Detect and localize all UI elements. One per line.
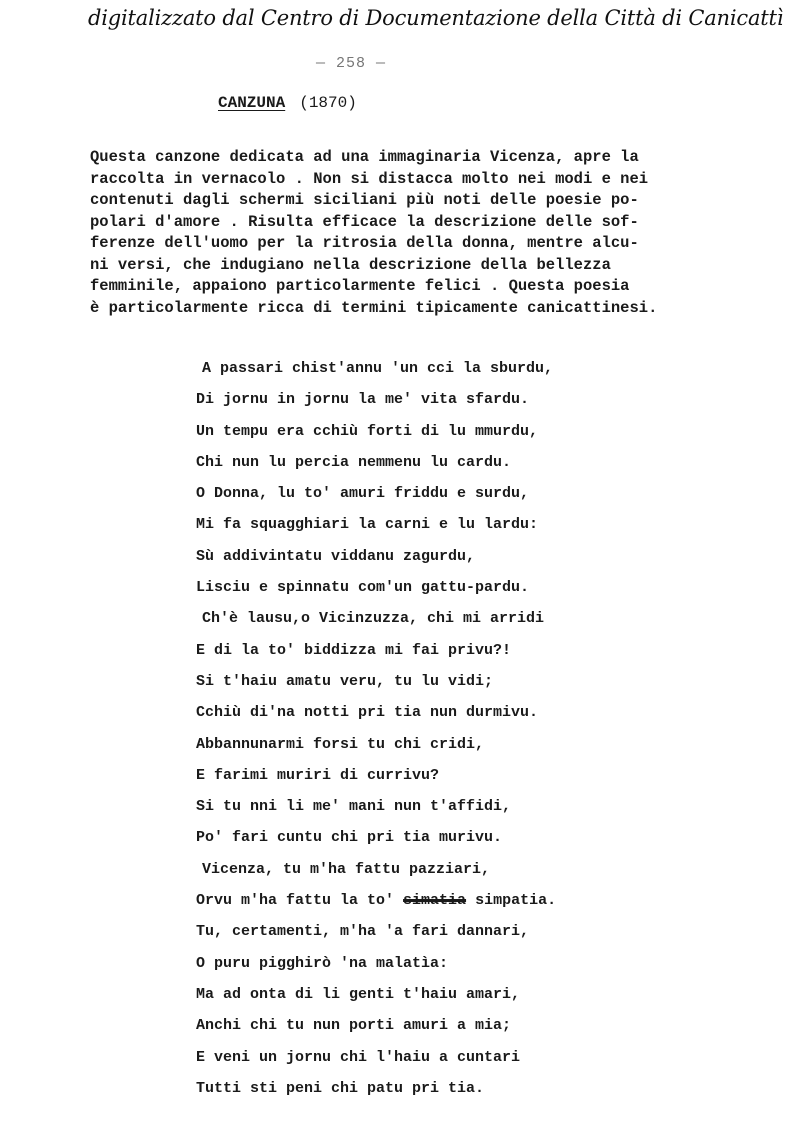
poem-line-with-correction (196, 885, 756, 916)
intro-line: ni versi, che indugiano nella descrizione della bellezza (90, 255, 611, 274)
intro-line: contenuti dagli schermi siciliani più noti delle poesie po- (90, 191, 639, 209)
poem-line: Lisciu e spinnatu com'un gattu-pardu. (196, 579, 530, 597)
page-title (218, 94, 357, 112)
poem-line: A passari chist'annu 'un cci la sburdu, (202, 360, 554, 377)
poem-line: Tu, certamenti, m'ha 'a fari dannari, (196, 923, 530, 941)
poem-line: Ch'è lausu,o Vicinzuzza, chi mi arridi (202, 610, 545, 628)
strike-line-before: Orvu m'ha fattu la to' (196, 892, 404, 910)
poem-line: Tutti sti peni chi patu pri tia. (196, 1079, 485, 1097)
title-year: (1870) (299, 94, 357, 112)
intro-line: raccolta in vernacolo . Non si distacca molto nei modi e nei (90, 169, 649, 188)
poem-line: Si t'haiu amatu veru, tu lu vidi; (196, 672, 494, 690)
poem-line: Ma ad onta di li genti t'haiu amari, (196, 985, 521, 1003)
struck-out-word: simatia (403, 892, 467, 910)
poem-line: Sù addivintatu viddanu zagurdu, (196, 547, 476, 565)
poem (196, 353, 756, 1104)
intro-line: è particolarmente ricca di termini tipicamente canicattinesi. (90, 298, 658, 317)
poem-line: E veni un jornu chi l'haiu a cuntari (196, 1048, 521, 1066)
poem-line: Chi nun lu percia nemmenu lu cardu. (196, 453, 512, 471)
intro-line: polari d'amore . Risulta efficace la descrizione delle sof- (90, 212, 639, 231)
poem-line: O Donna, lu to' amuri friddu e surdu, (196, 485, 530, 503)
poem-line: Abbannunarmi forsi tu chi cridi, (196, 735, 485, 753)
strike-line-after: simpatia. (466, 892, 557, 910)
poem-line: O puru pigghirò 'na malatìa: (196, 954, 449, 972)
poem-line: Un tempu era cchiù forti di lu mmurdu, (196, 422, 539, 440)
poem-line: E farimi muriri di currivu? (196, 766, 440, 784)
poem-line: Anchi chi tu nun porti amuri a mia; (196, 1017, 512, 1035)
digitization-watermark: digitalizzato dal Centro di Documentazione della Città di Canicattì (88, 6, 784, 30)
poem-line: E di la to' biddizza mi fai privu?! (196, 641, 512, 659)
poem-line: Mi fa squagghiari la carni e lu lardu: (196, 516, 539, 534)
intro-line: ferenze dell'uomo per la ritrosia della donna, mentre alcu- (90, 234, 639, 252)
title-word: CANZUNA (218, 94, 286, 112)
poem-line: Si tu nni li me' mani nun t'affidi, (196, 798, 512, 816)
page-number: — 258 — (316, 55, 387, 72)
intro-paragraph (90, 147, 750, 319)
poem-line: Di jornu in jornu la me' vita sfardu. (196, 391, 530, 409)
intro-line: femminile, appaiono particolarmente felici . Questa poesia (90, 277, 630, 295)
poem-line: Po' fari cuntu chi pri tia murivu. (196, 829, 503, 847)
poem-line: Vicenza, tu m'ha fattu pazziari, (202, 860, 491, 878)
intro-line: Questa canzone dedicata ad una immaginaria Vicenza, apre la (90, 148, 639, 166)
poem-line: Cchiù di'na notti pri tia nun durmivu. (196, 704, 539, 722)
